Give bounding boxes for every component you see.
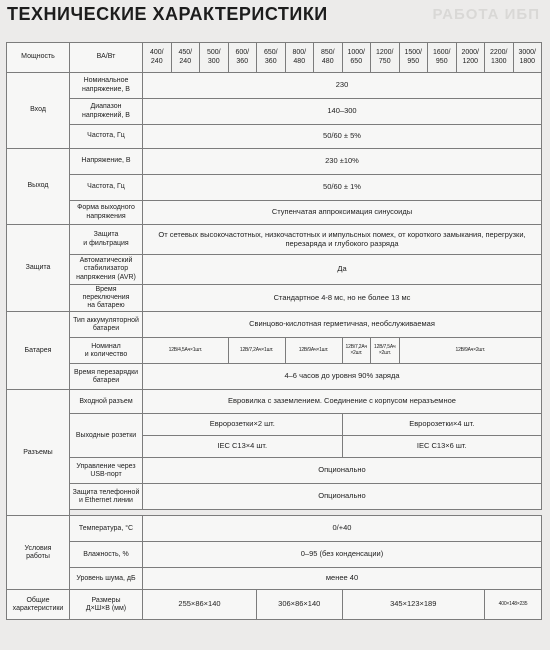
protection-row [7, 225, 542, 255]
param-label: Частота, Гц [70, 175, 143, 201]
model-cell: 1000/ 650 [342, 43, 371, 73]
model-cell: 450/ 240 [171, 43, 200, 73]
param-label: Время перезарядки батареи [70, 364, 143, 390]
param-value: 4–6 часов до уровня 90% заряда [143, 364, 542, 390]
section-connectors: Разъемы [7, 390, 70, 516]
param-label: Защита телефонной и Ethernet линии [70, 484, 143, 510]
connector-row [7, 414, 542, 436]
battery-value: 12В/7,2Ач×1шт. [228, 338, 285, 364]
input-row [7, 99, 542, 125]
param-value: Евровилка с заземлением. Соединение с корпусом неразъемное [143, 390, 542, 414]
dimension-value: 306×86×140 [257, 590, 343, 620]
param-label: Номинальное напряжение, В [70, 73, 143, 99]
input-row [7, 125, 542, 149]
param-label: Размеры Д×Ш×В (мм) [70, 590, 143, 620]
param-value: 0–95 (без конденсации) [143, 542, 542, 568]
param-label: Автоматический стабилизатор напряжения (AVR) [70, 255, 143, 285]
param-label: Форма выходного напряжения [70, 201, 143, 225]
param-label: Время переключения на батарею [70, 285, 143, 312]
dimension-value: 255×86×140 [143, 590, 257, 620]
section-battery: Батарея [7, 312, 70, 390]
protection-row [7, 255, 542, 285]
battery-value: 12В/7,2Ач ×2шт. [342, 338, 371, 364]
param-label: Входной разъем [70, 390, 143, 414]
model-cell: 2200/ 1300 [485, 43, 514, 73]
section-output: Выход [7, 149, 70, 225]
param-label: Тип аккумуляторной батареи [70, 312, 143, 338]
param-label: Частота, Гц [70, 125, 143, 149]
param-label: Номинал и количество [70, 338, 143, 364]
background-heading: РАБОТА ИБП [432, 6, 540, 23]
param-value: Стандартное 4-8 мс, но не более 13 мс [143, 285, 542, 312]
param-value: 50/60 ± 5% [143, 125, 542, 149]
battery-value: 12В/7,5Ач ×2шт. [371, 338, 400, 364]
param-value: Свинцово-кислотная герметичная, необслуживаемая [143, 312, 542, 338]
connector-row [7, 390, 542, 414]
dimension-value: 400×148×235 [485, 590, 542, 620]
battery-value: 12В/4,5Ач×1шт. [143, 338, 229, 364]
model-cell: 2000/ 1200 [456, 43, 485, 73]
param-value: От сетевых высокочастотных, низкочастотных и импульсных помех, от короткого замыкания, перегрузки, перезаряда и глубокого разряда [143, 225, 542, 255]
param-label: Влажность, % [70, 542, 143, 568]
param-value: 50/60 ± 1% [143, 175, 542, 201]
connector-row [7, 458, 542, 484]
battery-value: 12В/9Ач×1шт. [285, 338, 342, 364]
output-row [7, 201, 542, 225]
param-value: Ступенчатая аппроксимация синусоиды [143, 201, 542, 225]
protection-row [7, 285, 542, 312]
section-general: Общие характеристики [7, 590, 70, 620]
input-row [7, 73, 542, 99]
param-label: Управление через USB-порт [70, 458, 143, 484]
param-value: 230 ±10% [143, 149, 542, 175]
page-title: ТЕХНИЧЕСКИЕ ХАРАКТЕРИСТИКИ [7, 4, 328, 24]
output-row [7, 149, 542, 175]
param-value: Опционально [143, 458, 542, 484]
model-cell: 400/ 240 [143, 43, 172, 73]
battery-row [7, 338, 542, 364]
model-cell: 1600/ 950 [428, 43, 457, 73]
model-cell: 600/ 360 [228, 43, 257, 73]
param-value: 230 [143, 73, 542, 99]
param-value: Да [143, 255, 542, 285]
model-cell: 1500/ 950 [399, 43, 428, 73]
output-row [7, 175, 542, 201]
conditions-row [7, 568, 542, 590]
header-row [7, 43, 542, 73]
battery-row [7, 312, 542, 338]
model-cell: 500/ 300 [200, 43, 229, 73]
power-label: Мощность [7, 43, 70, 73]
general-row [7, 590, 542, 620]
unit-label: ВА/Вт [70, 43, 143, 73]
param-value: 0/+40 [143, 516, 542, 542]
model-cell: 3000/ 1800 [513, 43, 542, 73]
section-protection: Защита [7, 225, 70, 312]
outlet-value: IEC C13×4 шт. [143, 436, 343, 458]
model-cell: 650/ 360 [257, 43, 286, 73]
param-label: Диапазон напряжений, В [70, 99, 143, 125]
outlet-value: Евророзетки×4 шт. [342, 414, 542, 436]
param-label: Выходные розетки [70, 414, 143, 458]
section-input: Вход [7, 73, 70, 149]
outlet-value: Евророзетки×2 шт. [143, 414, 343, 436]
param-label: Температура, °С [70, 516, 143, 542]
model-cell: 1200/ 750 [371, 43, 400, 73]
model-cell: 850/ 480 [314, 43, 343, 73]
conditions-row [7, 516, 542, 542]
conditions-row [7, 542, 542, 568]
connector-row [7, 484, 542, 510]
section-conditions: Условия работы [7, 516, 70, 590]
spec-table [6, 42, 542, 620]
battery-value: 12В/9Ач×2шт. [399, 338, 542, 364]
battery-row [7, 364, 542, 390]
param-value: Опционально [143, 484, 542, 510]
model-cell: 800/ 480 [285, 43, 314, 73]
outlet-value: IEC C13×6 шт. [342, 436, 542, 458]
param-label: Защита и фильтрация [70, 225, 143, 255]
param-value: 140–300 [143, 99, 542, 125]
param-value: менее 40 [143, 568, 542, 590]
dimension-value: 345×123×189 [342, 590, 485, 620]
param-label: Напряжение, В [70, 149, 143, 175]
param-label: Уровень шума, дБ [70, 568, 143, 590]
